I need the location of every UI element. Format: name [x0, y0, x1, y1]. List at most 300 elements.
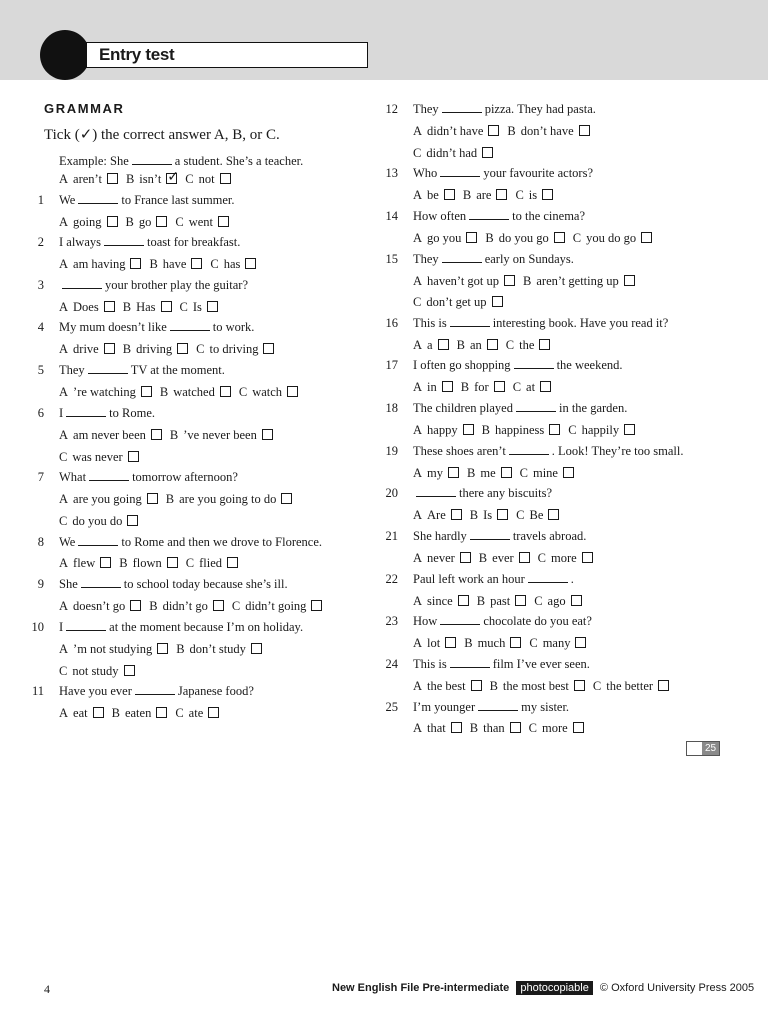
question-text-before: They [59, 363, 85, 377]
tick-box[interactable] [281, 493, 292, 504]
question-number: 24 [385, 657, 398, 671]
answer-option [529, 720, 584, 736]
tick-box[interactable] [548, 509, 559, 520]
option-text: are [476, 188, 492, 202]
option-text: aren’t [73, 172, 102, 186]
answer-option [196, 341, 274, 357]
option-text: the best [427, 679, 466, 693]
answer-blank [514, 357, 554, 369]
tick-box[interactable] [542, 189, 553, 200]
option-letter: B [489, 679, 498, 693]
question-number: 15 [385, 252, 398, 266]
answer-blank [450, 656, 490, 668]
option-text: mine [532, 466, 558, 480]
option-letter: A [59, 642, 69, 656]
tick-box[interactable] [624, 275, 635, 286]
question-options [413, 379, 559, 395]
tick-box[interactable] [641, 232, 652, 243]
tick-box[interactable] [579, 125, 590, 136]
option-text: happy [427, 423, 458, 437]
answer-option [59, 384, 152, 400]
tick-box[interactable] [245, 258, 256, 269]
question-number: 6 [37, 406, 44, 420]
score-badge [686, 741, 720, 756]
question-text-before: Paul left work an hour [413, 572, 525, 586]
option-text: for [474, 380, 489, 394]
option-text: not [198, 172, 215, 186]
tick-box[interactable] [130, 600, 141, 611]
question-stem [59, 576, 288, 592]
page-title: Entry test [86, 42, 368, 68]
footer-copyright: © Oxford University Press 2005 [599, 982, 755, 994]
tick-box-checked[interactable] [166, 173, 177, 184]
question-text-before: This is [413, 316, 447, 330]
answer-option [175, 705, 219, 721]
tick-box[interactable] [442, 381, 453, 392]
question-number: 1 [37, 193, 44, 207]
tick-box[interactable] [466, 232, 477, 243]
tick-box[interactable] [624, 424, 635, 435]
question-text-before: My mum doesn’t like [59, 320, 167, 334]
question-text-before: Have you ever [59, 684, 132, 698]
question-stem [59, 405, 155, 421]
question-stem [413, 208, 585, 224]
option-text: go [138, 215, 152, 229]
tick-box[interactable] [156, 707, 167, 718]
tick-box[interactable] [539, 339, 550, 350]
question-stem [413, 699, 569, 715]
tick-box[interactable] [161, 301, 172, 312]
answer-option [516, 507, 559, 523]
option-letter: A [413, 721, 423, 735]
question-options [413, 337, 558, 353]
tick-box[interactable] [574, 680, 585, 691]
tick-box[interactable] [220, 173, 231, 184]
question-text-before: This is [413, 657, 447, 671]
tick-box[interactable] [104, 343, 115, 354]
tick-box[interactable] [157, 643, 168, 654]
question-text-before: She hardly [413, 529, 467, 543]
option-text: ago [547, 594, 566, 608]
answer-option [59, 299, 115, 315]
question-text-after: there any biscuits? [459, 486, 553, 500]
option-letter: C [572, 231, 582, 245]
tick-box[interactable] [191, 258, 202, 269]
answer-option [470, 720, 521, 736]
question-text-after: to work. [212, 320, 255, 334]
question-number: 20 [385, 486, 398, 500]
tick-box[interactable] [458, 595, 469, 606]
option-letter: C [185, 556, 195, 570]
question-stem [59, 277, 248, 293]
example-options [59, 171, 239, 187]
answer-option [59, 214, 118, 230]
tick-box[interactable] [492, 296, 503, 307]
answer-option [413, 465, 459, 481]
tick-box[interactable] [510, 722, 521, 733]
tick-box[interactable] [220, 386, 231, 397]
answer-option [529, 635, 586, 651]
answer-blank [78, 192, 118, 204]
answer-option [413, 422, 474, 438]
option-text: Is [192, 300, 202, 314]
tick-box[interactable] [451, 722, 462, 733]
option-text: the better [606, 679, 654, 693]
option-text: never [427, 551, 455, 565]
option-text: aren’t getting up [536, 274, 619, 288]
question-options [59, 427, 281, 443]
option-text: eat [73, 706, 88, 720]
answer-option [59, 491, 158, 507]
answer-option [538, 550, 593, 566]
option-letter: B [111, 706, 120, 720]
option-letter: C [515, 188, 524, 202]
question-options [413, 273, 643, 289]
tick-box[interactable] [519, 552, 530, 563]
option-text: me [480, 466, 496, 480]
tick-box[interactable] [167, 557, 178, 568]
answer-blank [516, 400, 556, 412]
tick-box[interactable] [658, 680, 669, 691]
tick-box[interactable] [487, 339, 498, 350]
tick-box[interactable] [444, 189, 455, 200]
option-letter: B [165, 492, 175, 506]
tick-box[interactable] [127, 515, 138, 526]
question-stem [413, 165, 593, 181]
answer-option [413, 294, 503, 310]
tick-box[interactable] [311, 600, 322, 611]
question-text-after: chocolate do you eat? [483, 614, 592, 628]
question-options [59, 641, 270, 657]
tick-box[interactable] [549, 424, 560, 435]
option-text: didn’t going [245, 599, 307, 613]
question-text-before: They [413, 252, 439, 266]
answer-option [464, 635, 521, 651]
answer-option [413, 507, 462, 523]
tick-box[interactable] [482, 147, 493, 158]
option-letter: B [464, 636, 473, 650]
option-text: am having [73, 257, 126, 271]
option-text: many [542, 636, 571, 650]
answer-option [232, 598, 323, 614]
tick-box[interactable] [263, 343, 274, 354]
tick-box[interactable] [563, 467, 574, 478]
question-options [59, 491, 300, 507]
option-letter: B [478, 551, 488, 565]
tick-box[interactable] [501, 467, 512, 478]
answer-option [463, 187, 508, 203]
question-text-after: to school today because she’s ill. [123, 577, 288, 591]
answer-option [149, 256, 202, 272]
tick-box[interactable] [208, 707, 219, 718]
tick-box[interactable] [463, 424, 474, 435]
tick-box[interactable] [147, 493, 158, 504]
option-text: a [427, 338, 433, 352]
answer-option [515, 187, 553, 203]
question-stem [413, 443, 683, 459]
option-letter: B [159, 385, 169, 399]
answer-option [477, 593, 526, 609]
answer-option [160, 384, 231, 400]
option-letter: A [59, 342, 69, 356]
question-number: 7 [37, 470, 44, 484]
question-text-after: at the moment because I’m on holiday. [109, 620, 304, 634]
tick-box[interactable] [515, 595, 526, 606]
option-text: ’ve never been [183, 428, 257, 442]
option-text: my [427, 466, 444, 480]
question-text-before: What [59, 470, 87, 484]
tick-box[interactable] [151, 429, 162, 440]
answer-option [507, 123, 589, 139]
option-letter: A [59, 300, 69, 314]
option-text: go you [427, 231, 462, 245]
answer-option [59, 171, 118, 187]
tick-box[interactable] [177, 343, 188, 354]
tick-box[interactable] [107, 173, 118, 184]
tick-box[interactable] [213, 600, 224, 611]
option-letter: B [176, 642, 185, 656]
tick-box[interactable] [130, 258, 141, 269]
question-number: 3 [37, 278, 44, 292]
question-options [413, 187, 561, 203]
question-number: 8 [37, 535, 44, 549]
answer-blank [478, 699, 518, 711]
question-number: 17 [385, 358, 398, 372]
answer-option [413, 550, 471, 566]
option-letter: C [516, 508, 525, 522]
option-text: Are [427, 508, 446, 522]
option-letter: A [413, 274, 423, 288]
question-options [413, 635, 594, 651]
option-text: you do go [586, 231, 637, 245]
option-letter: A [413, 551, 423, 565]
answer-option [513, 379, 551, 395]
tick-box[interactable] [573, 722, 584, 733]
answer-option [506, 337, 551, 353]
tick-box[interactable] [582, 552, 593, 563]
question-number: 4 [37, 320, 44, 334]
question-text-after: tomorrow afternoon? [132, 470, 238, 484]
option-text: ’re watching [73, 385, 136, 399]
tick-box[interactable] [141, 386, 152, 397]
question-text-after: your brother play the guitar? [105, 278, 249, 292]
question-number: 12 [385, 102, 398, 116]
answer-option [413, 379, 453, 395]
tick-box[interactable] [445, 637, 456, 648]
tick-box[interactable] [497, 509, 508, 520]
tick-box[interactable] [262, 429, 273, 440]
answer-blank [89, 469, 129, 481]
option-letter: C [238, 385, 248, 399]
option-letter: C [59, 664, 68, 678]
question-stem [413, 400, 627, 416]
answer-option [467, 465, 512, 481]
answer-option [568, 422, 635, 438]
question-text-after: to the cinema? [512, 209, 586, 223]
answer-blank [62, 277, 102, 289]
option-text: do you do [72, 514, 123, 528]
answer-option [170, 427, 273, 443]
example-text-before: Example: She [59, 154, 129, 168]
option-text: to driving [209, 342, 259, 356]
question-number: 22 [385, 572, 398, 586]
answer-option [149, 598, 224, 614]
tick-box[interactable] [494, 381, 505, 392]
option-text: much [477, 636, 506, 650]
tick-box[interactable] [438, 339, 449, 350]
answer-option [413, 145, 493, 161]
option-text: doesn’t go [73, 599, 126, 613]
example-stem [59, 153, 303, 169]
question-stem [413, 101, 596, 117]
answer-option [413, 593, 469, 609]
option-text: ate [188, 706, 204, 720]
question-stem [59, 534, 322, 550]
option-text: ’m not studying [73, 642, 153, 656]
option-letter: C [185, 172, 194, 186]
option-letter: B [481, 423, 490, 437]
option-text: more [551, 551, 577, 565]
question-number: 16 [385, 316, 398, 330]
question-stem [413, 613, 592, 629]
option-letter: A [59, 172, 69, 186]
tick-box[interactable] [575, 637, 586, 648]
question-text-after: travels abroad. [512, 529, 587, 543]
option-letter: A [413, 231, 423, 245]
question-number: 23 [385, 614, 398, 628]
option-letter: B [169, 428, 179, 442]
tick-box[interactable] [471, 680, 482, 691]
option-text: are you going [73, 492, 142, 506]
section-title: GRAMMAR [44, 101, 125, 116]
question-options [413, 294, 511, 310]
tick-box[interactable] [554, 232, 565, 243]
option-letter: C [519, 466, 528, 480]
option-letter: B [523, 274, 532, 288]
question-stem [413, 315, 668, 331]
question-number: 18 [385, 401, 398, 415]
tick-box[interactable] [451, 509, 462, 520]
question-options [59, 598, 330, 614]
question-number: 25 [385, 700, 398, 714]
question-text-before: These shoes aren’t [413, 444, 506, 458]
option-text: Is [483, 508, 493, 522]
question-text-before: I’m younger [413, 700, 476, 714]
option-text: didn’t had [426, 146, 478, 160]
option-letter: B [456, 338, 465, 352]
option-letter: A [59, 599, 69, 613]
header-band [0, 0, 768, 80]
answer-option [461, 379, 505, 395]
answer-option [413, 720, 462, 736]
answer-option [176, 641, 262, 657]
question-options [59, 299, 226, 315]
answer-blank [470, 528, 510, 540]
tick-box[interactable] [107, 216, 118, 227]
option-text: happiness [494, 423, 545, 437]
question-text-before: The children played [413, 401, 513, 415]
answer-option [166, 491, 293, 507]
tick-box[interactable] [510, 637, 521, 648]
option-letter: C [210, 257, 219, 271]
answer-blank [66, 619, 106, 631]
tick-box[interactable] [227, 557, 238, 568]
option-text: is [528, 188, 538, 202]
answer-blank [440, 613, 480, 625]
tick-box[interactable] [124, 665, 135, 676]
tick-box[interactable] [207, 301, 218, 312]
option-letter: A [59, 257, 69, 271]
answer-blank [509, 443, 549, 455]
option-text: didn’t have [427, 124, 484, 138]
tick-box[interactable] [571, 595, 582, 606]
tick-box[interactable] [488, 125, 499, 136]
question-text-before: How [413, 614, 438, 628]
question-options [413, 145, 501, 161]
question-text-before: We [59, 193, 76, 207]
answer-option [413, 337, 449, 353]
answer-blank [528, 571, 568, 583]
tick-box[interactable] [287, 386, 298, 397]
option-letter: C [537, 551, 546, 565]
example-text-after: a student. She’s a teacher. [174, 154, 304, 168]
option-letter: A [413, 636, 423, 650]
answer-option [59, 705, 104, 721]
answer-blank [81, 576, 121, 588]
option-letter: A [413, 338, 423, 352]
option-text: didn’t go [162, 599, 208, 613]
tick-box[interactable] [251, 643, 262, 654]
question-options [413, 720, 592, 736]
option-text: flew [73, 556, 96, 570]
option-text: the [519, 338, 535, 352]
question-number: 14 [385, 209, 398, 223]
question-stem [413, 528, 586, 544]
answer-option [520, 465, 574, 481]
answer-blank [170, 319, 210, 331]
tick-box[interactable] [128, 451, 139, 462]
option-letter: A [59, 492, 69, 506]
tick-box[interactable] [218, 216, 229, 227]
answer-option [126, 171, 177, 187]
option-text: flown [132, 556, 162, 570]
tick-box[interactable] [104, 301, 115, 312]
answer-option [413, 187, 455, 203]
answer-option [413, 123, 499, 139]
tick-box[interactable] [93, 707, 104, 718]
option-text: since [427, 594, 453, 608]
answer-option [112, 705, 168, 721]
question-options [413, 593, 590, 609]
option-text: Does [73, 300, 99, 314]
tick-box[interactable] [540, 381, 551, 392]
tick-box[interactable] [496, 189, 507, 200]
answer-option [59, 427, 162, 443]
tick-box[interactable] [460, 552, 471, 563]
question-stem [59, 619, 303, 635]
tick-box[interactable] [100, 557, 111, 568]
option-letter: C [413, 146, 422, 160]
question-text-before: How often [413, 209, 467, 223]
option-letter: B [122, 300, 132, 314]
answer-option [185, 171, 230, 187]
option-letter: C [175, 215, 184, 229]
tick-box[interactable] [156, 216, 167, 227]
answer-option [573, 230, 652, 246]
tick-box[interactable] [504, 275, 515, 286]
tick-box[interactable] [448, 467, 459, 478]
question-options [413, 422, 643, 438]
